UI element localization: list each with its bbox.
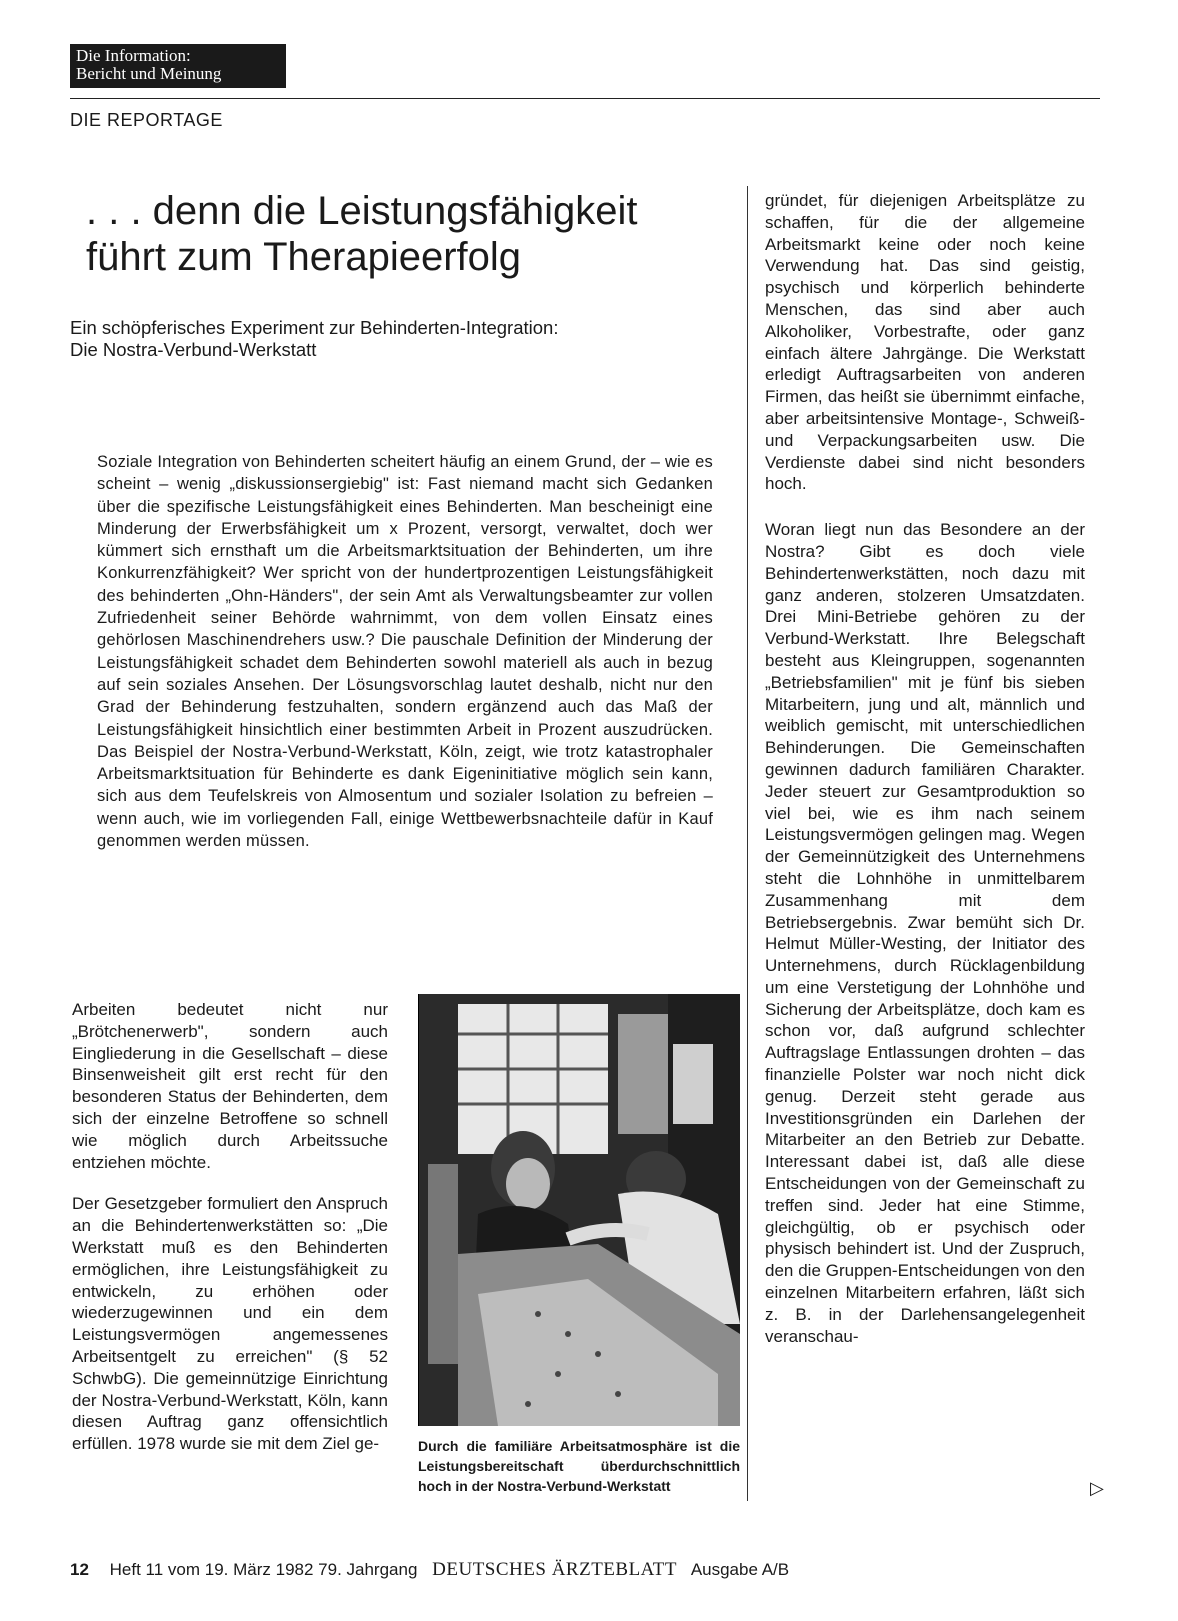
section-title: DIE REPORTAGE (70, 110, 223, 130)
body-column-1 (72, 999, 388, 1455)
paragraph: Woran liegt nun das Besondere an der Nostra? Gibt es doch viele Behindertenwerkstätten, noch dazu mit ganz anderen, stolzeren Umsatzdaten. Drei Mini-Betriebe gehören zu der Verbund-Werkstatt. Ihre Belegschaft besteht aus Kleingruppen, sogenannten „Betriebsfamilien" mit je fünf bis sieben Mitarbeitern, jung und alt, männlich und weiblich gemischt, mit unterschiedlichen Behinderungen. Die Gemeinschaften gewinnen dadurch familiären Charakter. Jeder steuert zur Gesamtproduktion so viel bei, wie es ihm nach seinem Leistungsvermögen gelingen mag. Wegen der Gemeinnützigkeit des Unternehmens steht die Lohnhöhe in unmittelbarem Zusammenhang mit dem Betriebsergebnis. Zwar bemüht sich Dr. Helmut Müller-Westing, der Initiator des Unternehmens, durch Rücklagenbildung um eine Verstetigung der Lohnhöhe und Sicherung der Arbeitsplätze, doch kam es schon vor, daß aufgrund schlechter Auftragslage Entlassungen drohten – das finanzielle Polster war noch nicht dick genug. Derzeit steht gerade aus Investitionsgründen ein Darlehen der Mitarbeiter an den Betrieb zur Debatte. Interessant dabei ist, daß alle diese Entscheidungen von der Gemeinschaft zu treffen sind. Jeder hat eine Stimme, gleichgültig, ob er psychisch oder physisch behindert ist. Und der Zuspruch, den die Gruppen-Entscheidungen von den einzelnen Mitarbeitern erfahren, läßt sich z. B. in der Darlehensangelegenheit veranschau- (765, 520, 1085, 1346)
subtitle-line-2: Die Nostra-Verbund-Werkstatt (70, 339, 317, 360)
paragraph: Arbeiten bedeutet nicht nur „Brötchenerwerb", sondern auch Eingliederung in die Gesellschaft – diese Binsenweisheit gilt erst recht für den besonderen Status der Behinderten, dem sich der einzelne Betroffene so schnell wie möglich durch Arbeitssuche entziehen möchte. (72, 1000, 388, 1172)
paragraph: gründet, für diejenigen Arbeitsplätze zu schaffen, für die der allgemeine Arbeitsmarkt keine oder noch keine Verwendung hat. Das sind geistig, psychisch und körperlich behinderte Menschen, das sind aber auch Alkoholiker, Vorbestrafte, oder ganz einfach ältere Jahrgänge. Die Werkstatt erledigt Auftragsarbeiten von anderen Firmen, das heißt sie übernimmt einfache, aber arbeitsintensive Montage-, Schweiß- und Verpackungsarbeiten usw. Die Verdienste dabei sind nicht besonders hoch. (765, 191, 1085, 494)
edition: Ausgabe A/B (690, 1560, 790, 1579)
continue-arrow-icon: ▷ (1090, 1478, 1104, 1498)
workshop-photo (418, 994, 740, 1426)
header-rule (70, 98, 1100, 99)
rubric-label (70, 44, 286, 88)
issue-info: Heft 11 vom 19. März 1982 79. Jahrgang (109, 1560, 418, 1579)
lead-paragraph: Soziale Integration von Behinderten scheitert häufig an einem Grund, der – wie es scheint – wenig „diskussionsergiebig" ist: Fast niemand macht sich Gedanken über die spezifische Leistungsfähigkeit eines Behinderten. Man bescheinigt eine Minderung der Erwerbsfähigkeit um x Prozent, versorgt, verwaltet, doch wer kümmert sich ernsthaft um die Arbeitsmarktsituation der Behinderten, um ihre Konkurrenzfähigkeit? Wer spricht von der hundertprozentigen Leistungsfähigkeit des behinderten „Ohn-Händers", der sein Amt als Verwaltungsbeamter zur vollen Zufriedenheit seiner Behörde wahrnimmt, von dem vollen Einsatz eines gehörlosen Maschinendrehers usw.? Die pauschale Definition der Minderung der Leistungsfähigkeit schadet dem Behinderten sowohl materiell als auch in bezug auf sein soziales Ansehen. Der Lösungsvorschlag lautet deshalb, nicht nur den Grad der Behinderung festzuhalten, sondern ergänzend auch das Maß der Leistungsfähigkeit hinsichtlich einer bestimmten Arbeit in Prozent auszudrücken. Das Beispiel der Nostra-Verbund-Werkstatt, Köln, zeigt, wie trotz katastrophaler Arbeitsmarktsituation für Behinderte es dank Eigeninitiative möglich sein kann, sich aus dem Teufelskreis von Almosentum und sozialer Isolation zu befreien – wenn auch, wie im vorliegenden Fall, einige Wettbewerbsnachteile dafür in Kauf genommen werden müssen. (97, 453, 713, 851)
photo-illustration (418, 994, 740, 1426)
paragraph: Der Gesetzgeber formuliert den Anspruch an die Behindertenwerkstätten so: „Die Werkstatt muß es den Behinderten ermöglichen, ihre Leistungsfähigkeit zu entwickeln, zu erhöhen oder wiederzugewinnen und ein dem Leistungsvermögen angemessenes Arbeitsentgelt zu erreichen" (§ 52 SchwbG). Die gemeinnützige Einrichtung der Nostra-Verbund-Werkstatt, Köln, kann diesen Auftrag ganz offensichtlich erfüllen. 1978 wurde sie mit dem Ziel ge- (72, 1194, 388, 1454)
title-line-2: führt zum Therapieerfolg (86, 235, 522, 279)
article-subtitle (70, 317, 700, 361)
rubric-line-2: Bericht und Meinung (76, 64, 222, 83)
subtitle-line-1: Ein schöpferisches Experiment zur Behinderten-Integration: (70, 317, 559, 338)
column-divider (747, 186, 748, 1501)
photo-caption: Durch die familiäre Arbeitsatmosphäre ist die Leistungsbereitschaft überdurchschnittlich hoch in der Nostra-Verbund-Werkstatt (418, 1438, 740, 1494)
title-line-1: . . . denn die Leistungsfähigkeit (86, 189, 638, 233)
page-number: 12 (70, 1560, 89, 1579)
journal-name: DEUTSCHES ÄRZTEBLATT (432, 1559, 678, 1580)
rubric-line-1: Die Information: (76, 46, 191, 65)
body-column-2 (765, 190, 1085, 1347)
article-title (86, 188, 726, 280)
page-footer (70, 1559, 789, 1581)
